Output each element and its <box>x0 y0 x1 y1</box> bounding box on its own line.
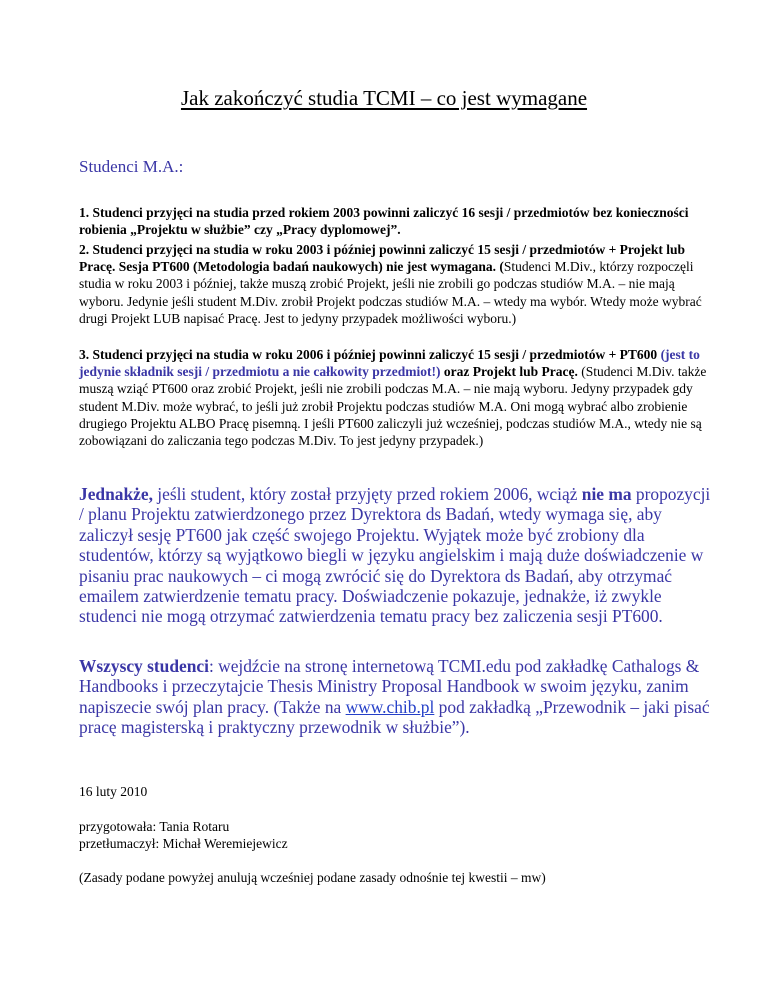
document-date: 16 luty 2010 <box>79 784 148 799</box>
paragraph-3-highlight: (jest to jedynie składnik sesji / przedmiotu a nie całkowity przedmiot!) <box>79 347 700 380</box>
paragraph-4-text-a: jeśli student, który został przyjęty przed rokiem 2006, wciąż <box>152 484 582 504</box>
paragraph-3 <box>79 346 709 449</box>
closing-note: (Zasady podane powyżej anulują wcześniej podane zasady odnośnie tej kwestii – mw) <box>79 870 546 885</box>
translated-by: przetłumaczył: Michał Weremiejewicz <box>79 836 288 852</box>
chib-link[interactable]: www.chib.pl <box>345 696 435 717</box>
paragraph-4-strong-a: Jednakże, <box>79 484 153 504</box>
credits <box>79 818 288 852</box>
paragraph-5-strong: Wszyscy studenci <box>79 656 209 676</box>
paragraph-2 <box>79 241 709 327</box>
paragraph-3-bold-b: oraz Projekt lub Pracę. <box>440 364 578 380</box>
paragraph-5 <box>79 656 719 738</box>
paragraph-1-bold: 1. Studenci przyjęci na studia przed rokiem 2003 powinni zaliczyć 16 sesji / przedmiotów bez konieczności robienia „Projektu w służbie” czy „Pracy dyplomowej”. <box>79 205 689 238</box>
paragraph-5-text-b: pod zakładką „Przewodnik – jaki pisać pracę magisterską i praktyczny przewodnik w służbie”). <box>79 696 710 738</box>
paragraph-4-text-b: propozycji / planu Projektu zatwierdzonego przez Dyrektora ds Badań, wtedy wymaga się, aby zaliczył sesję PT600 jak część swojego Projektu. Wyjątek może być zrobiony dla studentów, którzy są wyjątkowo biegli w języku angielskim i mają duże doświadczenie w pisaniu prac naukowych – ci mogą zwrócić się do Dyrektora ds Badań, aby otrzymać emailem zatwierdzenie tematu pracy. Doświadczenie pokazuje, jednakże, iż zwykle studenci nie mogą otrzymać zatwierdzenia tematu pracy bez zaliczenia sesji PT600. <box>79 484 711 627</box>
paragraph-3-text: (Studenci M.Div. także muszą wziąć PT600 oraz zrobić Projekt, jeśli nie zrobili podczas M.A. – nie mają wyboru. Jedyny przypadek gdy student M.Div. może wybrać, to jeśli już zrobił Projektu podczas studiów M.A. Oni mogą wybrać albo zrobienie drugiego Projektu ALBO Pracę pisemną. I jeśli PT600 zaliczyli już wcześniej, podczas studiów M.A., wtedy nie są zobowiązani do zaliczania tego podczas M.Div. To jest jedyny przypadek.) <box>79 364 707 449</box>
paragraph-1 <box>79 204 709 238</box>
document-title: Jak zakończyć studia TCMI – co jest wymagane <box>180 86 588 110</box>
paragraph-2-bold: 2. Studenci przyjęci na studia w roku 2003 i później powinni zaliczyć 15 sesji / przedmiotów + Projekt lub Pracę. Sesja PT600 (Metodologia badań naukowych) nie jest wymagana. ( <box>79 242 686 275</box>
paragraph-3-bold-a: 3. Studenci przyjęci na studia w roku 2006 i później powinni zaliczyć 15 sesji / przedmiotów + PT600 <box>79 347 661 362</box>
prepared-by: przygotowała: Tania Rotaru <box>79 819 230 834</box>
paragraph-5-text-a: : wejdźcie na stronę internetową TCMI.edu pod zakładkę Cathalogs & Handbooks i przeczytajcie Thesis Ministry Proposal Handbook w swoim języku, zanim napiszecie swój plan pracy. (Także na <box>79 656 700 717</box>
paragraph-4-strong-b: nie ma <box>581 484 632 504</box>
section-heading: Studenci M.A.: <box>79 157 184 176</box>
paragraph-4 <box>79 484 719 627</box>
paragraph-2-text: Studenci M.Div., którzy rozpoczęli studia w roku 2003 i później, także muszą zrobić Projekt, jeśli nie zrobili go podczas studiów M.A. – nie mają wyboru. Jedynie jeśli student M.Div. zrobił Projekt podczas studiów M.A. – wtedy ma wybór. Wtedy może wybrać drugi Projekt LUB napisać Pracę. Jest to jedyny przypadek możliwości wyboru.) <box>79 259 702 326</box>
